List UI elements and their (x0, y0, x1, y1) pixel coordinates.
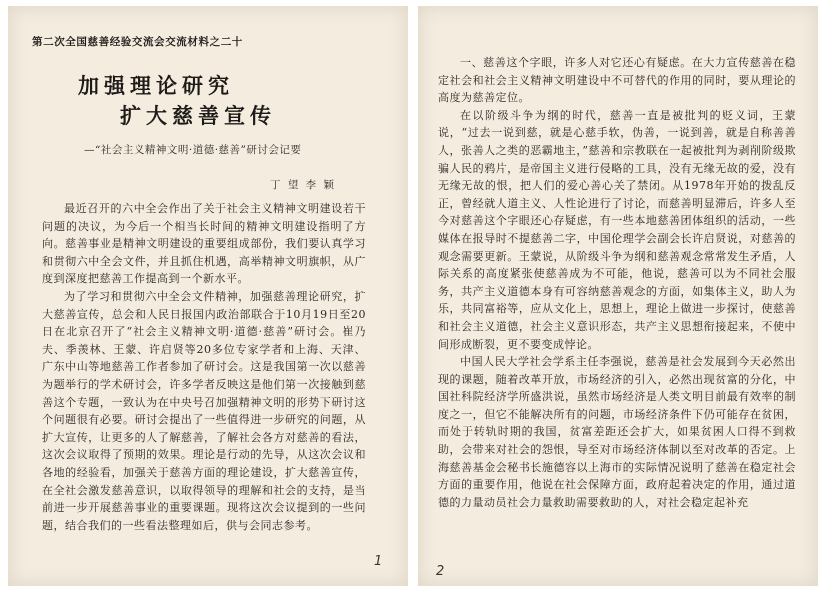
paragraph: 为了学习和贯彻六中全会文件精神，加强慈善理论研究，扩大慈善宣传，总会和人民日报国内政治部联合于10月19日至20日在北京召开了“社会主义精神文明·道德·慈善”研讨会。崔乃夫、季羡林、王蒙、许启贤等20多位专家学者和上海、天津、广东中山等地慈善工作者参加了研讨会。这是我国第一次以慈善为题举行的学术研讨会，许多学者反映这是他们第一次接触到慈善这个专题，一致认为在中央号召加强精神文明的形势下研讨这个问题很有必要。研讨会提出了一些值得进一步研究的问题，从扩大宣传，让更多的人了解慈善，了解社会各方对慈善的看法，这次会议取得了预期的效果。理论是行动的先导，从这次会议和各地的经验看，加强关于慈善方面的理论建设，扩大慈善宣传，在全社会激发慈善意识，以取得领导的理解和社会的支持，是当前进一步开展慈善事业的重要课题。现将这次会议提到的一些问题，结合我们的一些看法整理如后，供与会同志参考。 (42, 289, 366, 532)
left-page (8, 6, 408, 586)
title-line-1: 加强理论研究 (78, 74, 234, 98)
document-header: 第二次全国慈善经验交流会交流材料之二十 (32, 36, 243, 48)
paragraph: 最近召开的六中全会作出了关于社会主义精神文明建设若干问题的决议，为今后一个相当长时间的精神文明建设指明了方向。慈善事业是精神文明建设的重要组成部份，我们要认真学习和贯彻六中全会文件，并且抓住机遇，高举精神文明旗帜，从广度到深度把慈善工作提高到一个新水平。 (42, 202, 366, 286)
subtitle: —“社会主义精神文明·道德·慈善”研讨会记要 (84, 144, 302, 156)
page-number: 2 (436, 564, 445, 579)
right-page (418, 6, 818, 586)
right-body-text (438, 54, 796, 511)
paragraph: 在以阶级斗争为纲的时代，慈善一直是被批判的贬义词，王蒙说，“过去一说到慈，就是心慈手软，伪善，一说到善，就是自称善善人，张善人之类的恶霸地主，”慈善和宗教联在一起被批判为剥削阶级欺骗人民的鸦片，是帝国主义进行侵略的工具，没有无缘无故的爱，没有无缘无故的恨，把人们的爱心善心关了禁闭。从1978年开始的拨乱反正，曾经就人道主义、人性论进行了讨论，而慈善明显滞后，许多人至今对慈善这个字眼还心存疑虑，有一些本地慈善团体组织的活动，一些媒体在报导时不提慈善二字，中国伦理学会副会长许启贤说，对慈善的观念需要更新。王蒙说，从阶级斗争为纲和慈善观念常常发生矛盾，人际关系的高度紧张使慈善成为不可能，他说，慈善可以为不同社会服务，共产主义道德本身有可容纳慈善观念的方面，如集体主义，助人为乐，共同富裕等，应从文化上，思想上，理论上做进一步探讨，使慈善和社会主义道德，社会主义意识形态，共产主义思想衔接起来，不使中间形成断裂，更不要变成悖论。 (438, 108, 796, 351)
page-number: 1 (374, 554, 383, 569)
paragraph: 中国人民大学社会学系主任李强说，慈善是社会发展到今天必然出现的课题，随着改革开放，市场经济的引入，必然出现贫富的分化，中国社科院经济学所盛洪说，虽然市场经济是人类文明目前最有效率的制度之一，但它不能解决所有的问题，市场经济条件下仍可能存在贫困，而处于转轨时期的我国，贫富差距还会扩大，如果贫困人口得不到救助，会带来对社会的怨恨，导至对市场经济体制以至对改革的否定。上海慈善基金会秘书长施德容以上海市的实际情况说明了慈善在稳定社会方面的重要作用，他说在社会保障方面，政府起着决定的作用，通过道德的力量动员社会力量救助需要救助的人，对社会稳定起补充 (438, 355, 796, 509)
left-body-text (42, 200, 366, 534)
title-line-2: 扩大慈善宣传 (120, 104, 276, 128)
paragraph: 一、慈善这个字眼，许多人对它还心有疑虑。在大力宣传慈善在稳定社会和社会主义精神文明建设中不可替代的作用的同时，要从理论的高度为慈善定位。 (438, 56, 796, 105)
authors: 丁 望 李 颖 (270, 179, 337, 191)
